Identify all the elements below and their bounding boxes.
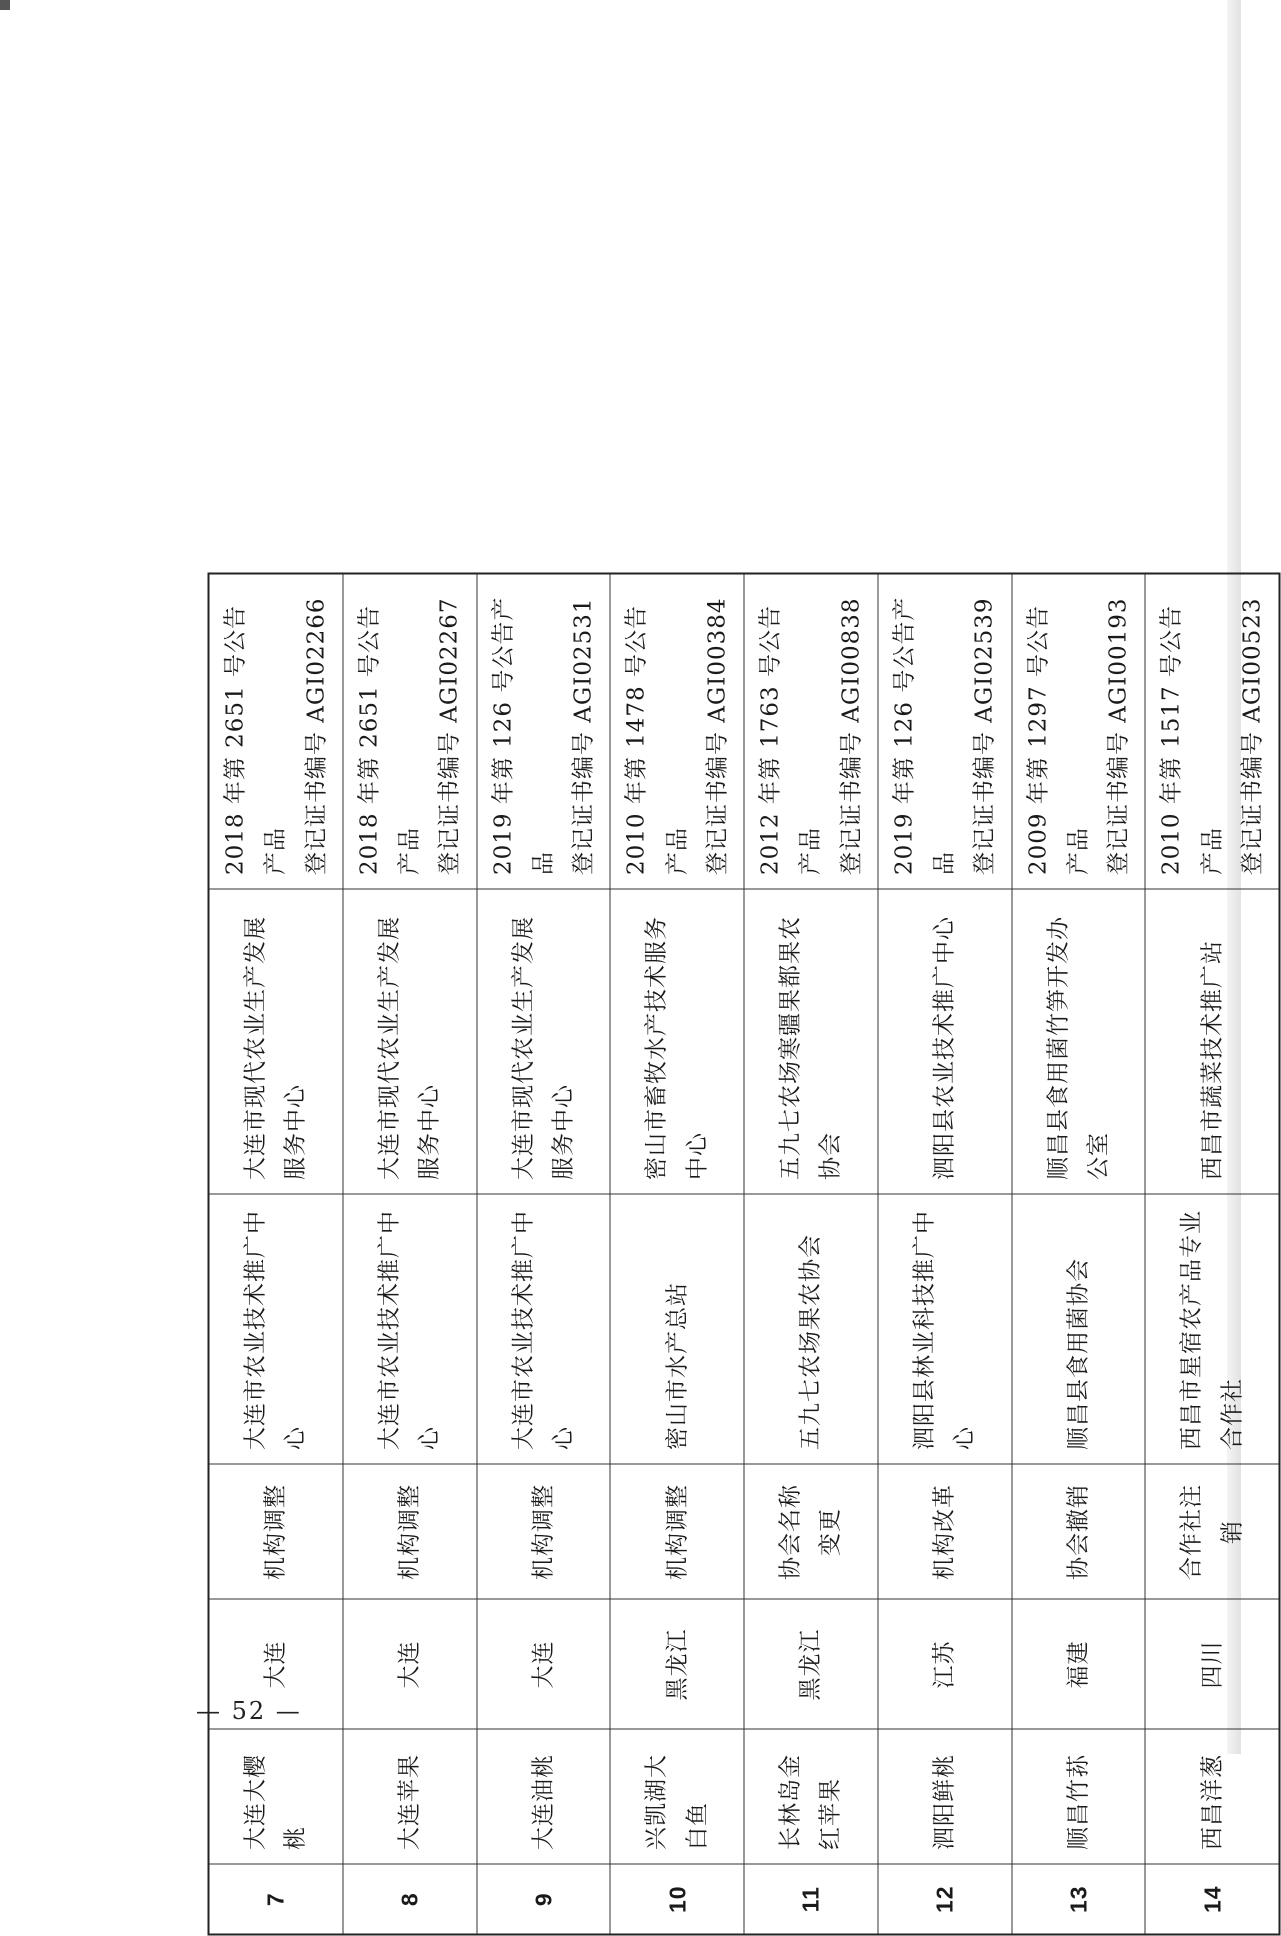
new-holder-cell: 五九七农场寒疆果都果农协会 xyxy=(744,890,878,1195)
certificate-number-line: 登记证书编号 AGI02266 xyxy=(303,597,329,875)
certificate-announcement-line: 2019 年第 126 号公告产品 xyxy=(891,596,958,875)
certificate-cell xyxy=(209,574,343,890)
province-cell: 福建 xyxy=(1012,1600,1146,1730)
original-holder-cell: 大连市农业技术推广中心 xyxy=(209,1195,343,1465)
certificate-announcement-line: 2010 年第 1517 号公告产品 xyxy=(1158,605,1225,875)
certificate-cell xyxy=(1145,574,1279,890)
table-row xyxy=(878,574,1012,1935)
row-number-cell: 11 xyxy=(744,1865,878,1935)
product-name-cell: 兴凯湖大白鱼 xyxy=(610,1730,744,1865)
original-holder-cell: 大连市农业技术推广中心 xyxy=(343,1195,477,1465)
change-reason-cell: 机构调整 xyxy=(477,1465,611,1600)
new-holder-cell: 顺昌县食用菌竹笋开发办公室 xyxy=(1012,890,1146,1195)
change-reason-cell: 机构调整 xyxy=(610,1465,744,1600)
row-number-cell: 7 xyxy=(209,1865,343,1935)
change-reason-cell: 协会撤销 xyxy=(1012,1465,1146,1600)
certificate-announcement-line: 2009 年第 1297 号公告产品 xyxy=(1025,605,1092,875)
province-cell: 黑龙江 xyxy=(744,1600,878,1730)
certificate-announcement-line: 2012 年第 1763 号公告产品 xyxy=(757,605,824,875)
new-holder-cell: 大连市现代农业生产发展服务中心 xyxy=(343,890,477,1195)
table-row xyxy=(477,574,611,1935)
province-cell: 大连 xyxy=(209,1600,343,1730)
certificate-number-line: 登记证书编号 AGI00384 xyxy=(704,597,731,875)
new-holder-cell: 泗阳县农业技术推广中心 xyxy=(878,890,1012,1195)
table-row xyxy=(744,574,878,1935)
province-cell: 四川 xyxy=(1145,1600,1279,1730)
certificate-cell xyxy=(878,574,1012,890)
product-name-cell: 泗阳鲜桃 xyxy=(878,1730,1012,1865)
new-holder-cell: 西昌市蔬菜技术推广站 xyxy=(1145,890,1279,1195)
table-row xyxy=(1012,574,1146,1935)
certificate-announcement-line: 2010 年第 1478 号公告产品 xyxy=(623,605,690,875)
row-number-cell: 12 xyxy=(878,1865,1012,1935)
province-cell: 大连 xyxy=(477,1600,611,1730)
row-number-cell: 14 xyxy=(1145,1865,1279,1935)
certificate-cell xyxy=(610,574,744,890)
certificate-announcement-line: 2018 年第 2651 号公告产品 xyxy=(356,605,423,875)
product-name-cell: 顺昌竹荪 xyxy=(1012,1730,1146,1865)
new-holder-cell: 大连市现代农业生产发展服务中心 xyxy=(209,890,343,1195)
product-name-cell: 西昌洋葱 xyxy=(1145,1730,1279,1865)
original-holder-cell: 西昌市星宿农产品专业合作社 xyxy=(1145,1195,1279,1465)
new-holder-cell: 密山市畜牧水产技术服务中心 xyxy=(610,890,744,1195)
row-number-cell: 9 xyxy=(477,1865,611,1935)
certificate-number-line: 登记证书编号 AGI00838 xyxy=(838,597,864,875)
product-name-cell: 大连大樱桃 xyxy=(209,1730,343,1865)
registration-change-table xyxy=(208,573,1281,1936)
certificate-announcement-line: 2019 年第 126 号公告产品 xyxy=(490,596,557,875)
product-name-cell: 长林岛金红苹果 xyxy=(744,1730,878,1865)
table-row xyxy=(209,574,343,1935)
product-name-cell: 大连苹果 xyxy=(343,1730,477,1865)
change-reason-cell: 机构改革 xyxy=(878,1465,1012,1600)
table-body xyxy=(209,574,1280,1935)
change-reason-cell: 合作社注销 xyxy=(1145,1465,1279,1600)
certificate-number-line: 登记证书编号 AGI02531 xyxy=(570,597,597,875)
province-cell: 大连 xyxy=(343,1600,477,1730)
original-holder-cell: 密山市水产总站 xyxy=(610,1195,744,1465)
row-number-cell: 13 xyxy=(1012,1865,1146,1935)
original-holder-cell: 大连市农业技术推广中心 xyxy=(477,1195,611,1465)
certificate-number-line: 登记证书编号 AGI02267 xyxy=(436,597,463,875)
certificate-number-line: 登记证书编号 AGI00193 xyxy=(1105,597,1132,875)
certificate-cell xyxy=(343,574,477,890)
page-number: — 52 — xyxy=(196,1697,302,1725)
province-cell: 黑龙江 xyxy=(610,1600,744,1730)
original-holder-cell: 泗阳县林业科技推广中心 xyxy=(878,1195,1012,1465)
table-row xyxy=(610,574,744,1935)
row-number-cell: 10 xyxy=(610,1865,744,1935)
scan-corner-mark xyxy=(0,0,10,10)
certificate-number-line: 登记证书编号 AGI00523 xyxy=(1239,597,1266,875)
certificate-announcement-line: 2018 年第 2651 号公告产品 xyxy=(222,605,289,875)
original-holder-cell: 五九七农场果农协会 xyxy=(744,1195,878,1465)
rotated-table-container xyxy=(208,575,1266,1936)
original-holder-cell: 顺昌县食用菌协会 xyxy=(1012,1195,1146,1465)
table-row xyxy=(343,574,477,1935)
new-holder-cell: 大连市现代农业生产发展服务中心 xyxy=(477,890,611,1195)
certificate-cell xyxy=(477,574,611,890)
change-reason-cell: 机构调整 xyxy=(209,1465,343,1600)
change-reason-cell: 协会名称变更 xyxy=(744,1465,878,1600)
product-name-cell: 大连油桃 xyxy=(477,1730,611,1865)
row-number-cell: 8 xyxy=(343,1865,477,1935)
certificate-cell xyxy=(1012,574,1146,890)
certificate-number-line: 登记证书编号 AGI02539 xyxy=(971,597,998,875)
province-cell: 江苏 xyxy=(878,1600,1012,1730)
certificate-cell xyxy=(744,574,878,890)
table-row xyxy=(1145,574,1279,1935)
change-reason-cell: 机构调整 xyxy=(343,1465,477,1600)
